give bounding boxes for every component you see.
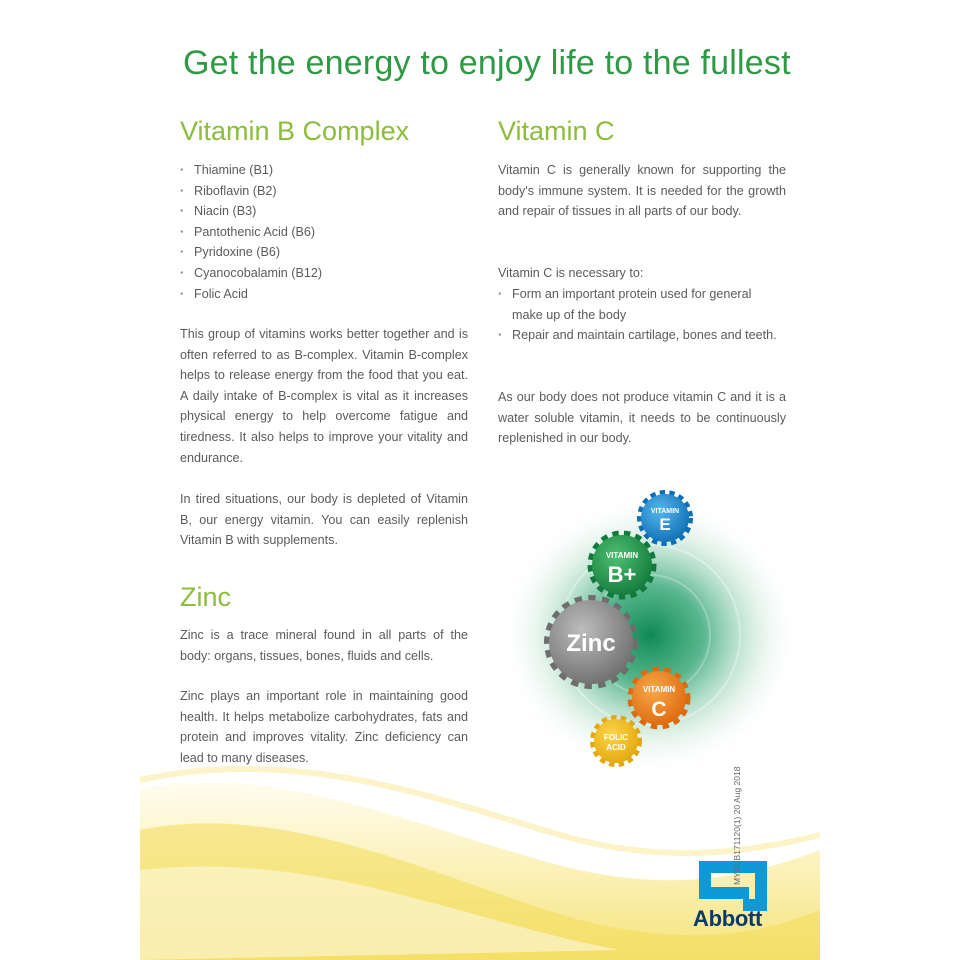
vitamin-c-gear <box>632 671 686 725</box>
vitamin-b-heading: Vitamin B Complex <box>180 116 410 146</box>
vitamin-c-section <box>498 284 778 346</box>
vitamin-c-heading: Vitamin C <box>498 116 615 146</box>
folic-acid-label-2: ACID <box>606 743 626 752</box>
document-code: MYSUB171120(1) 20 Aug 2018 <box>732 766 742 885</box>
zinc-gear <box>549 600 633 684</box>
zinc-gear-label: Zinc <box>566 630 616 657</box>
zinc-paragraph-2: Zinc plays an important role in maintaining good health. It helps metabolize carbohydrates, fats and protein and improves vitality. Zinc deficiency can lead to many diseases. <box>180 689 468 765</box>
vitamin-b-main-label: B+ <box>607 562 637 587</box>
list-item: · Pantothenic Acid (B6) <box>180 222 470 243</box>
list-item: · Cyanocobalamin (B12) <box>180 263 470 284</box>
vitamin-c-main-label: C <box>651 698 667 721</box>
list-item: · Niacin (B3) <box>180 201 470 222</box>
list-item: · Pyridoxine (B6) <box>180 242 470 263</box>
list-item: · Thiamine (B1) <box>180 160 470 181</box>
zinc-heading: Zinc <box>180 582 232 612</box>
vitamin-c-paragraph-2: As our body does not produce vitamin C and it is a water soluble vitamin, it needs to be continuously replenished in our body. <box>498 390 786 446</box>
leaflet-page <box>140 0 820 960</box>
folic-acid-label-1: FOLIC <box>604 733 628 742</box>
list-item: · Form an important protein used for general make up of the body <box>498 284 778 325</box>
nutrient-gears-illustration <box>495 485 795 805</box>
vitamin-c-top-label: VITAMIN <box>642 685 676 694</box>
vitamin-b-paragraph-2: In tired situations, our body is depleted of Vitamin B, our energy vitamin. You can easily replenish Vitamin B with supplements. <box>180 492 468 548</box>
vitamin-b-top-label: VITAMIN <box>605 551 639 560</box>
vitamin-c-intro: Vitamin C is necessary to: <box>498 266 644 280</box>
abbott-brand-name: Abbott <box>693 906 763 931</box>
vitamin-b-gear <box>592 535 652 595</box>
zinc-paragraph-1: Zinc is a trace mineral found in all parts of the body: organs, tissues, bones, fluids and cells. <box>180 628 468 663</box>
vitamin-b-paragraph-1: This group of vitamins works better together and is often referred to as B-complex. Vitamin B-complex helps to release energy from the food that you eat. A daily intake of B-complex is vital as it increases physical energy to help overcome fatigue and tiredness. It also helps to improve your vitality and endurance. <box>180 327 468 465</box>
vitamin-e-main-label: E <box>659 515 671 534</box>
vitamin-c-list <box>498 284 778 346</box>
list-item: · Repair and maintain cartilage, bones and teeth. <box>498 325 778 346</box>
folic-acid-gear <box>594 719 638 763</box>
vitamin-b-section <box>180 160 470 304</box>
list-item: · Folic Acid <box>180 284 470 305</box>
vitamin-e-gear <box>641 494 689 542</box>
vitamin-b-list <box>180 160 470 304</box>
page-title: Get the energy to enjoy life to the fullest <box>183 44 791 82</box>
vitamin-e-top-label: VITAMIN <box>650 508 680 515</box>
list-item: · Riboflavin (B2) <box>180 181 470 202</box>
vitamin-c-paragraph-1: Vitamin C is generally known for supporting the body's immune system. It is needed for the growth and repair of tissues in all parts of our body. <box>498 163 786 219</box>
